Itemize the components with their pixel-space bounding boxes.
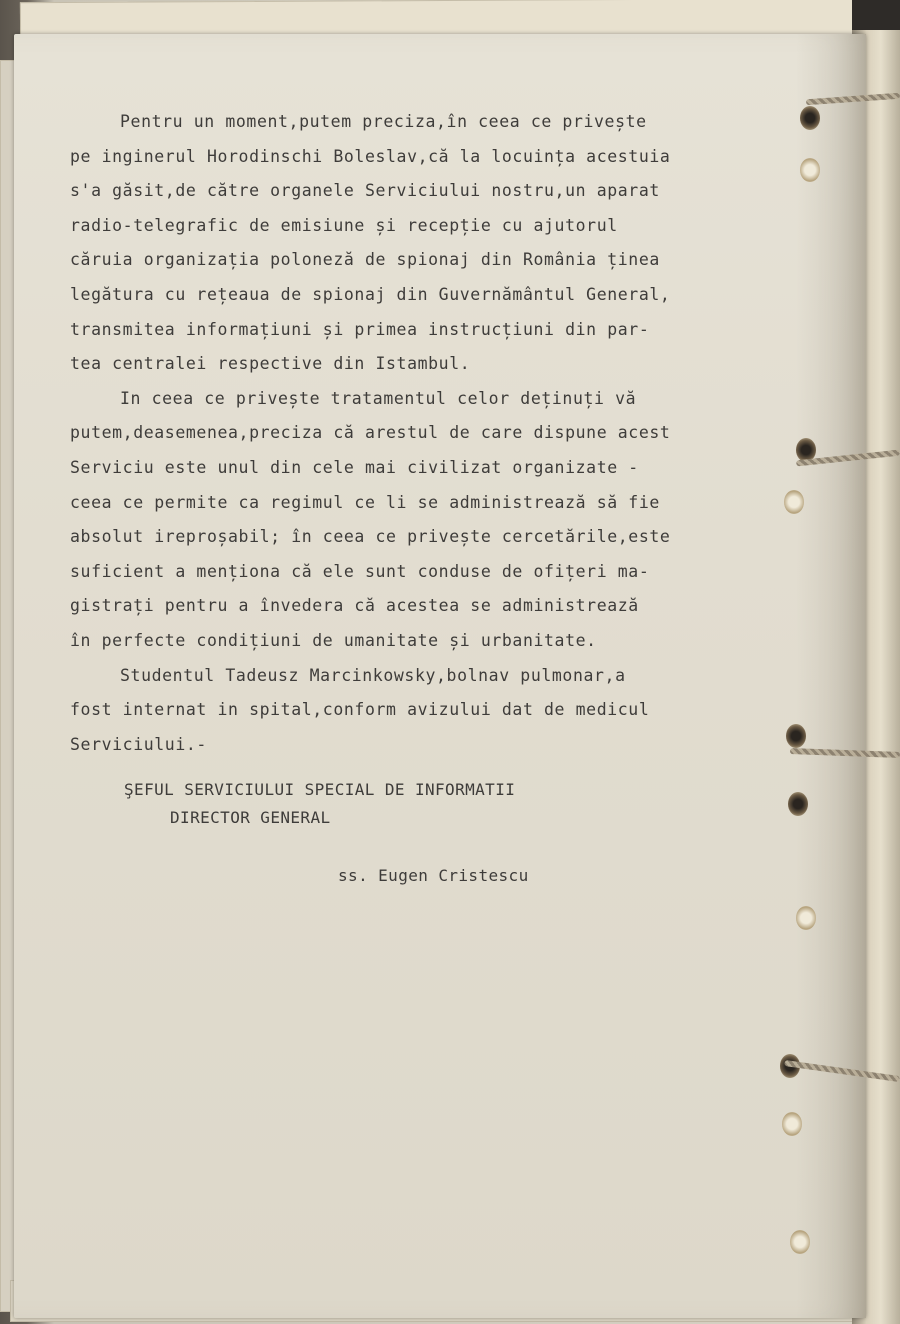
binding-hole-icon [786, 724, 806, 748]
signature-role: DIRECTOR GENERAL [170, 808, 331, 827]
text-line: Studentul Tadeusz Marcinkowsky,bolnav pulmonar,a [120, 665, 626, 685]
binding-hole-icon [796, 906, 816, 930]
binding-hole-icon [790, 1230, 810, 1254]
text-line: suficient a menționa că ele sunt conduse de ofițeri ma- [70, 561, 650, 581]
text-line: ceea ce permite ca regimul ce li se administrează să fie [70, 492, 660, 512]
text-line: pe inginerul Horodinschi Boleslav,că la locuința acestuia [70, 146, 671, 166]
binding-hole-icon [800, 158, 820, 182]
text-line: căruia organizația poloneză de spionaj din România ținea [70, 250, 660, 270]
text-line: absolut ireproșabil; în ceea ce privește cercetările,este [70, 527, 671, 547]
text-line: Serviciu este unul din cele mai civilizat organizate - [70, 457, 639, 477]
text-line: tea centralei respective din Istambul. [70, 354, 471, 374]
text-line: legătura cu rețeaua de spionaj din Guvernământul General, [70, 284, 671, 304]
text-line: în perfecte condițiuni de umanitate și urbanitate. [70, 630, 597, 650]
text-line: putem,deasemenea,preciza că arestul de care dispune acest [70, 423, 671, 443]
binding-hole-icon [800, 106, 820, 130]
text-line: Pentru un moment,putem preciza,în ceea ce privește [120, 112, 647, 131]
typed-body [70, 112, 750, 769]
text-line: s'a găsit,de către organele Serviciului nostru,un aparat [70, 181, 660, 201]
binding-hole-icon [782, 1112, 802, 1136]
binder-top-shadow [852, 0, 900, 30]
signature-name: ss. Eugen Cristescu [338, 866, 529, 885]
page-edge-shadow [796, 34, 866, 1318]
binding-hole-icon [784, 490, 804, 514]
text-line: gistrați pentru a învedera că acestea se administrează [70, 596, 639, 616]
signature-title: ŞEFUL SERVICIULUI SPECIAL DE INFORMATII [124, 780, 516, 799]
text-line: In ceea ce privește tratamentul celor deținuți vă [120, 388, 637, 408]
text-line: radio-telegrafic de emisiune și recepție cu ajutorul [70, 215, 618, 235]
text-line: fost internat in spital,conform avizului dat de medicul [70, 700, 650, 720]
text-line: transmitea informațiuni și primea instrucțiuni din par- [70, 319, 650, 339]
typed-page [14, 34, 866, 1318]
text-line: Serviciului.- [70, 734, 207, 754]
binding-hole-icon [788, 792, 808, 816]
